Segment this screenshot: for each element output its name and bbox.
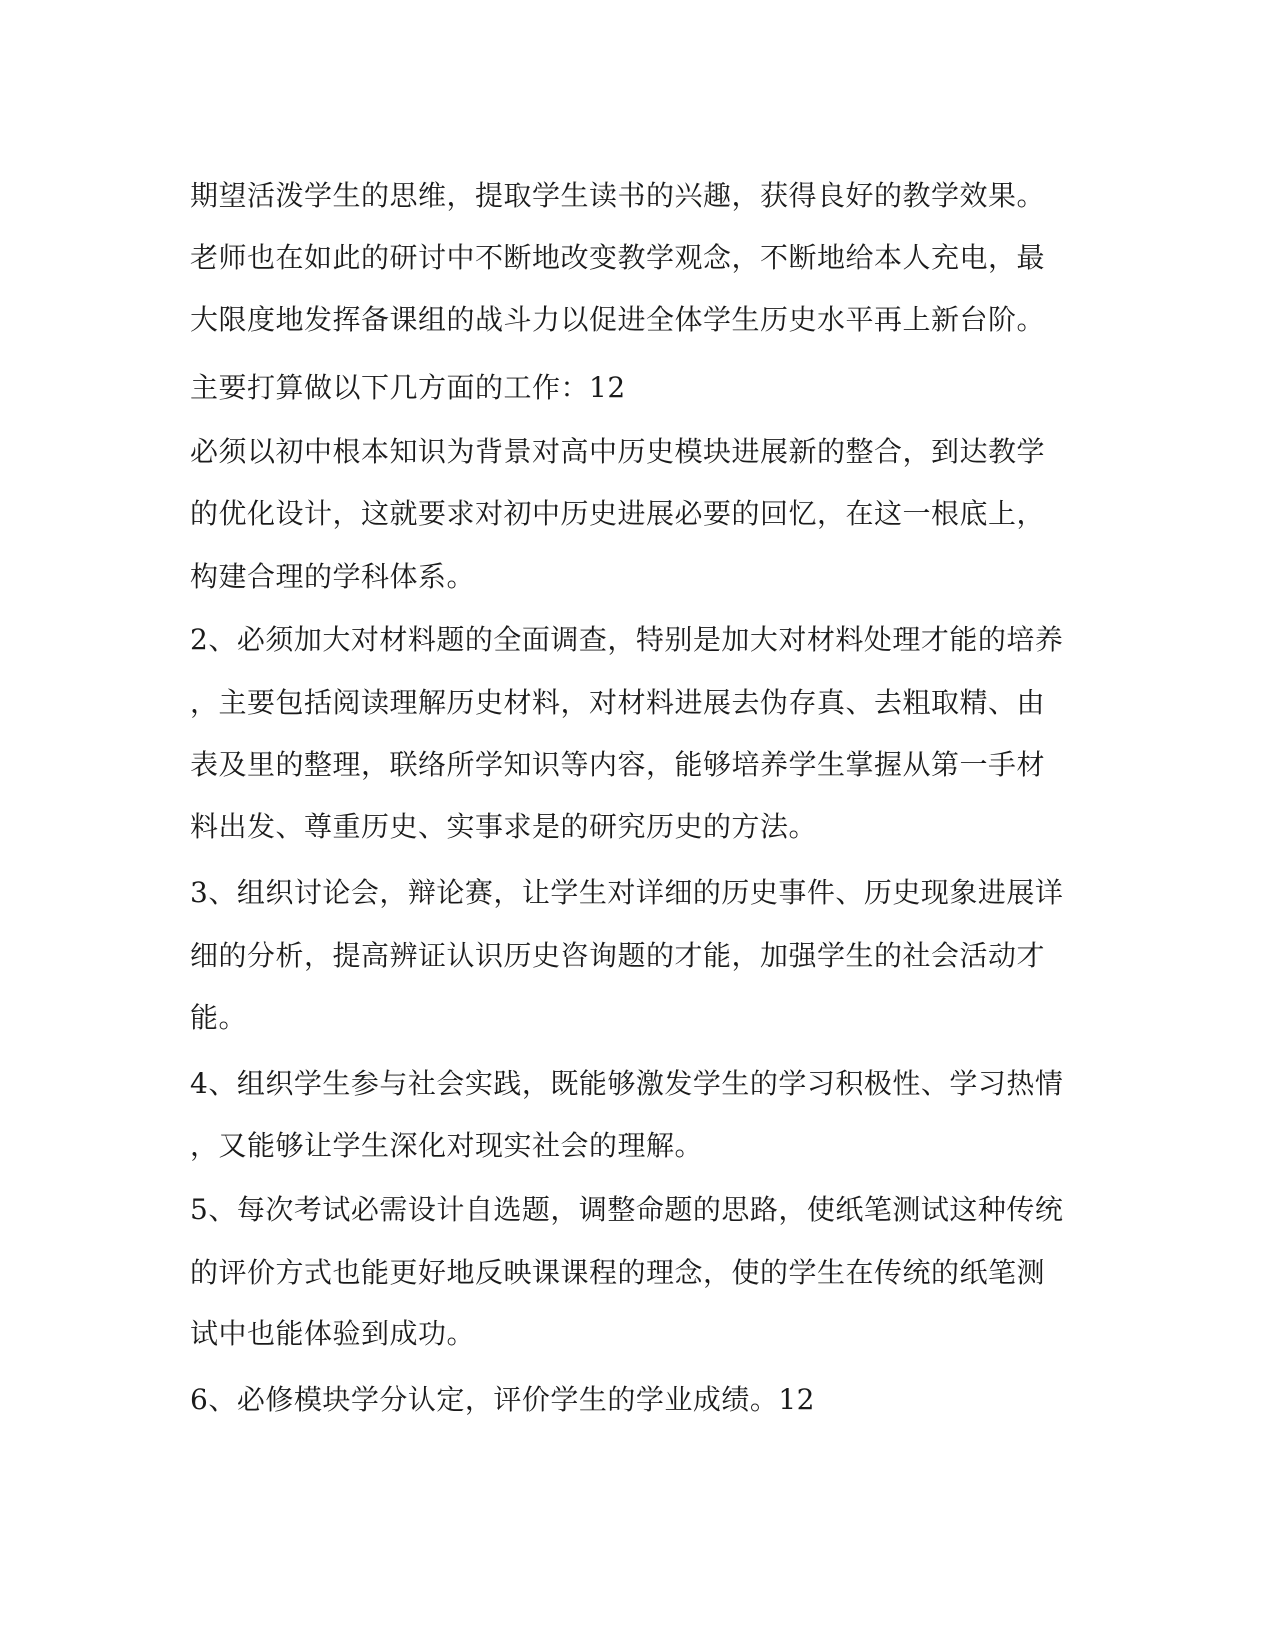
text-line: 的优化设计，这就要求对初中历史进展必要的回忆，在这一根底上， <box>190 497 1046 530</box>
text-line: 大限度地发挥备课组的战斗力以促进全体学生历史水平再上新台阶。 <box>190 303 1046 336</box>
text-line: 的评价方式也能更好地反映课课程的理念，使的学生在传统的纸笔测 <box>190 1256 1046 1289</box>
text-line: ，又能够让学生深化对现实社会的理解。 <box>190 1129 704 1162</box>
text-line: ，主要包括阅读理解历史材料，对材料进展去伪存真、去粗取精、由 <box>190 686 1046 719</box>
text-line: 料出发、尊重历史、实事求是的研究历史的方法。 <box>190 810 818 843</box>
text-line: 试中也能体验到成功。 <box>190 1317 476 1350</box>
text-line: 4、组织学生参与社会实践，既能够激发学生的学习积极性、学习热情 <box>190 1067 1064 1100</box>
text-line: 期望活泼学生的思维，提取学生读书的兴趣，获得良好的教学效果。 <box>190 179 1046 212</box>
text-line: 5、每次考试必需设计自选题，调整命题的思路，使纸笔测试这种传统 <box>190 1193 1064 1226</box>
text-line: 能。 <box>190 1001 248 1034</box>
text-line: 主要打算做以下几方面的工作：12 <box>190 371 626 404</box>
text-line: 老师也在如此的研讨中不断地改变教学观念，不断地给本人充电，最 <box>190 241 1046 274</box>
text-line: 3、组织讨论会，辩论赛，让学生对详细的历史事件、历史现象进展详 <box>190 876 1064 909</box>
text-line: 表及里的整理，联络所学知识等内容，能够培养学生掌握从第一手材 <box>190 748 1046 781</box>
text-line: 构建合理的学科体系。 <box>190 560 476 593</box>
text-line: 细的分析，提高辨证认识历史咨询题的才能，加强学生的社会活动才 <box>190 939 1046 972</box>
text-line: 必须以初中根本知识为背景对高中历史模块进展新的整合，到达教学 <box>190 435 1046 468</box>
text-line: 6、必修模块学分认定，评价学生的学业成绩。12 <box>190 1383 815 1416</box>
text-line: 2、必须加大对材料题的全面调查，特别是加大对材料处理才能的培养 <box>190 623 1064 656</box>
